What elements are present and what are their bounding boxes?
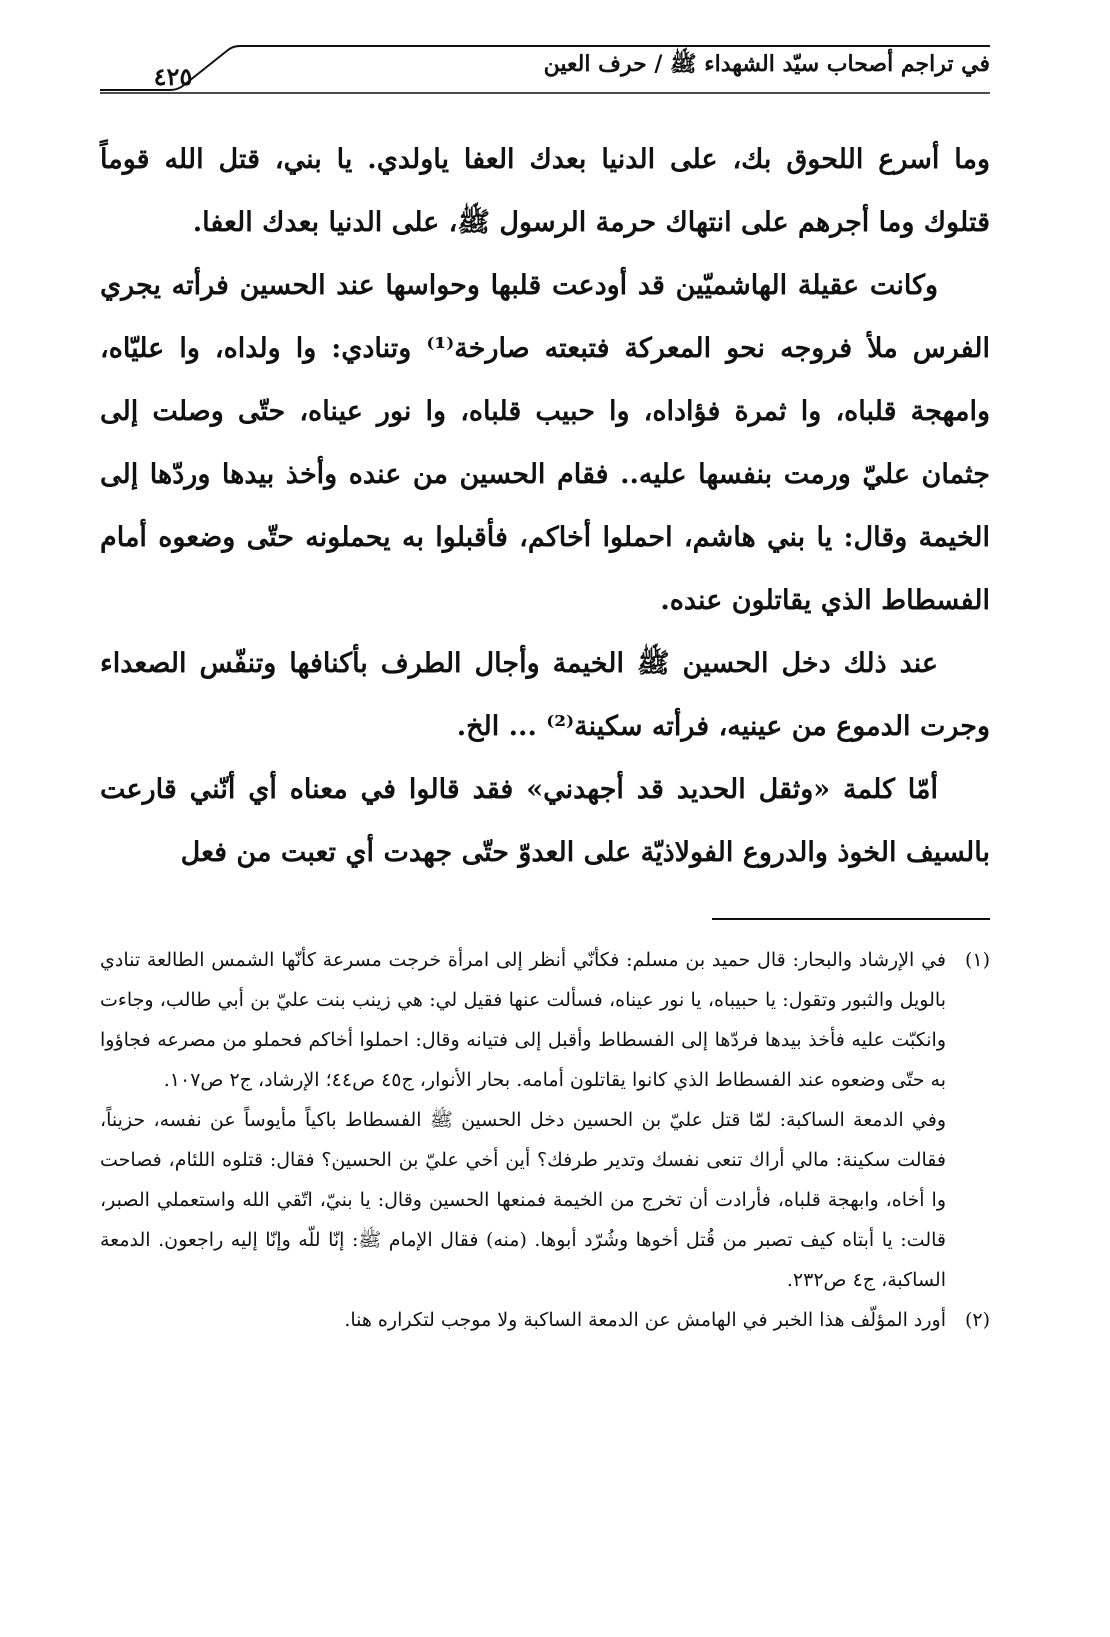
page-header xyxy=(100,40,990,96)
running-header-title: في تراجم أصحاب سيّد الشهداء ﷺ / حرف العين xyxy=(543,51,990,77)
footnotes xyxy=(100,940,990,1340)
paragraph-2: وكانت عقيلة الهاشميّين قد أودعت قلبها وحواسها عند الحسين فرأته يجري الفرس ملأ فروجه نحو المعركة فتبعته صارخة⁽¹⁾ وتنادي: وا ولداه، وا عليّاه، وامهجة قلباه، وا ثمرة فؤاداه، وا حبيب قلباه، وا نور عيناه، حتّى وصلت إلى جثمان عليّ ورمت بنفسها عليه.. فقام الحسين من عنده وأخذ بيدها وردّها إلى الخيمة وقال: يا بني هاشم، احملوا أخاكم، فأقبلوا به يحملونه حتّى وضعوه أمام الفسطاط الذي يقاتلون عنده. xyxy=(100,270,990,616)
footnote-1-text: في الإرشاد والبحار: قال حميد بن مسلم: فكأنّي أنظر إلى امرأة خرجت مسرعة كأنّها الشمس الطالعة تنادي بالويل والثبور وتقول: يا حبيباه، يا نور عيناه، فسألت عنها فقيل لي: هي زينب بنت عليّ بن أبي طالب، وجاءت وانكبّت عليه فأخذ بيدها فردّها إلى الفسطاط وأقبل إلى فتيانه وقال: احملوا أخاكم فحملو من مصرعه فجاؤوا به حتّى وضعوه عند الفسطاط الذي كانوا يقاتلون أمامه. بحار الأنوار، ج٤٥ ص٤٤؛ الإرشاد، ج٢ ص١٠٧. xyxy=(100,949,946,1091)
footnote-1-marker: (١) xyxy=(964,949,990,971)
page-number: ٤٢٥ xyxy=(153,62,193,91)
footnote-1 xyxy=(100,940,990,1100)
footnote-1-continuation: وفي الدمعة الساكبة: لمّا قتل عليّ بن الحسين دخل الحسين ﷺ الفسطاط باكياً مأيوساً عن نفسه، حزيناً، فقالت سكينة: مالي أراك تنعى نفسك وتدير طرفك؟ أين أخي عليّ بن الحسين؟ فقال: قتلوه اللئام، فصاحت وا أخاه، وابهجة قلباه، فأرادت أن تخرج من الخيمة فمنعها الحسين وقال: يا بنيّ، اتّقي الله واستعملي الصبر، قالت: يا أبتاه كيف تصبر من قُتل أخوها وشُرّد أبوها. (منه) فقال الإمام ﷺ: إنّا للّه وإنّا إليه راجعون. الدمعة الساكبة، ج٤ ص٢٣٢. xyxy=(100,1109,946,1291)
footnote-2-marker: (٢) xyxy=(964,1309,990,1331)
main-text xyxy=(100,128,990,884)
paragraph-4: أمّا كلمة «وثقل الحديد قد أجهدني» فقد قالوا في معناه أي أنّني قارعت بالسيف الخوذ والدروع الفولاذيّة على العدوّ حتّى جهدت أي تعبت من فعل xyxy=(100,774,990,868)
paragraph-1: وما أسرع اللحوق بك، على الدنيا بعدك العفا ياولدي. يا بني، قتل الله قوماً قتلوك وما أجرهم على انتهاك حرمة الرسول ﷺ، على الدنيا بعدك العفا. xyxy=(100,144,990,238)
footnote-2 xyxy=(100,1300,990,1340)
paragraph-3: عند ذلك دخل الحسين ﷺ الخيمة وأجال الطرف بأكنافها وتنفّس الصعداء وجرت الدموع من عينيه، فرأته سكينة⁽²⁾ ... الخ. xyxy=(100,648,990,742)
footnote-2-text: أورد المؤلّف هذا الخبر في الهامش عن الدمعة الساكبة ولا موجب لتكراره هنا. xyxy=(344,1309,946,1331)
footnote-separator xyxy=(712,918,990,920)
